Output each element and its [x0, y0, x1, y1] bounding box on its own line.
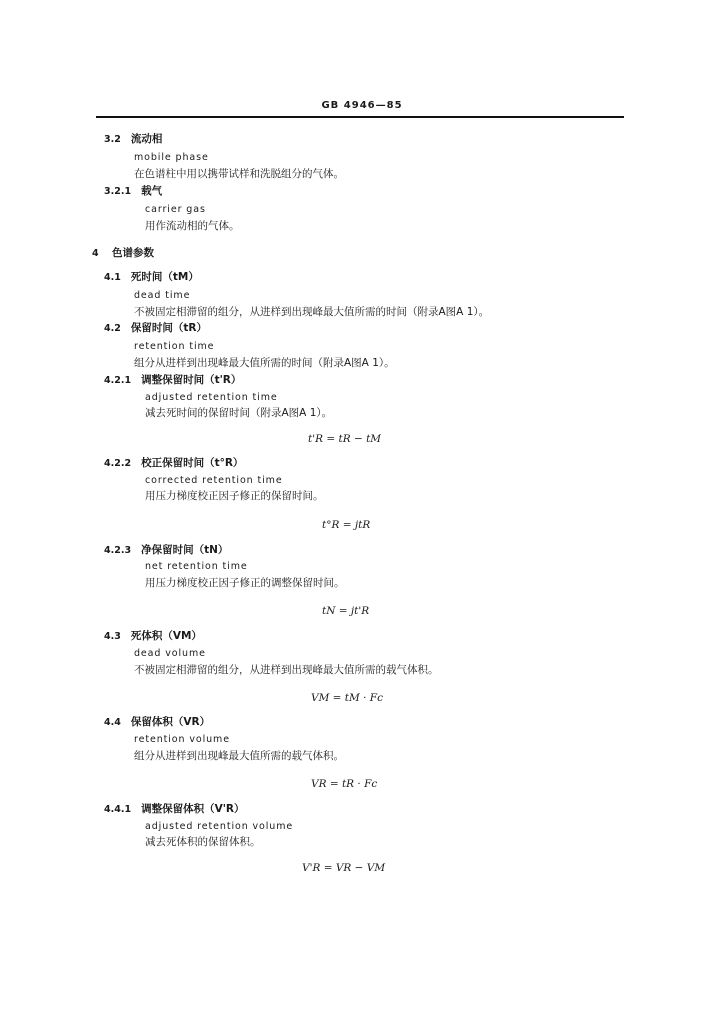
section-definition: 不被固定相滞留的组分，从进样到出现峰最大值所需的载气体积。	[134, 664, 439, 676]
section-definition: 不被固定相滞留的组分，从进样到出现峰最大值所需的时间（附录A图A 1）。	[134, 306, 490, 318]
section-3-2-heading	[104, 133, 162, 146]
section-english-term: dead time	[134, 290, 191, 301]
section-4-2-1-heading	[104, 374, 241, 387]
formula: VR = tR · Fc	[311, 778, 378, 790]
section-title: 载气	[141, 185, 163, 197]
section-4-2-3-heading	[104, 544, 228, 557]
section-title: 死体积（VM）	[130, 630, 202, 642]
section-english-term: mobile phase	[134, 152, 209, 163]
section-definition: 用压力梯度校正因子修正的调整保留时间。	[145, 577, 345, 589]
section-definition: 用压力梯度校正因子修正的保留时间。	[145, 490, 324, 502]
section-title: 保留时间（tR）	[130, 322, 207, 334]
section-number: 4.2.2	[104, 458, 132, 469]
section-number: 3.2.1	[104, 186, 132, 197]
section-english-term: net retention time	[145, 561, 248, 572]
section-number: 4.2.1	[104, 375, 132, 386]
section-english-term: dead volume	[134, 648, 206, 659]
section-definition: 减去死时间的保留时间（附录A图A 1）。	[145, 407, 333, 419]
section-number: 4	[92, 248, 99, 259]
formula: V'R = VR − VM	[302, 862, 386, 874]
section-title: 流动相	[130, 133, 163, 145]
section-definition: 组分从进样到出现峰最大值所需的时间（附录A图A 1）。	[134, 357, 395, 369]
section-number: 4.2.3	[104, 545, 132, 556]
section-4-4-heading	[104, 716, 210, 729]
section-definition: 组分从进样到出现峰最大值所需的载气体积。	[134, 750, 344, 762]
section-title: 校正保留时间（t°R）	[141, 457, 244, 469]
section-number: 3.2	[104, 134, 121, 145]
formula: t°R = jtR	[322, 519, 371, 531]
header-rule	[96, 116, 624, 118]
section-number: 4.2	[104, 323, 121, 334]
section-title: 色谱参数	[111, 247, 154, 259]
section-4-2-2-heading	[104, 457, 243, 470]
section-definition: 用作流动相的气体。	[145, 220, 240, 232]
section-definition: 减去死体积的保留体积。	[145, 836, 261, 848]
section-english-term: adjusted retention time	[145, 392, 278, 403]
section-title: 净保留时间（tN）	[141, 544, 229, 556]
section-title: 调整保留体积（V'R）	[141, 803, 245, 815]
section-4-1-heading	[104, 271, 199, 284]
formula: t'R = tR − tM	[308, 433, 382, 445]
section-title: 保留体积（VR）	[130, 716, 211, 728]
section-number: 4.1	[104, 272, 121, 283]
section-number: 4.3	[104, 631, 121, 642]
section-english-term: adjusted retention volume	[145, 821, 294, 832]
formula: VM = tM · Fc	[311, 692, 383, 704]
section-3-2-1-heading	[104, 185, 162, 198]
section-english-term: retention volume	[134, 734, 230, 745]
section-number: 4.4.1	[104, 804, 132, 815]
section-english-term: corrected retention time	[145, 475, 283, 486]
section-4-4-1-heading	[104, 803, 245, 816]
section-number: 4.4	[104, 717, 121, 728]
formula: tN = jt'R	[322, 605, 370, 617]
section-english-term: carrier gas	[145, 204, 206, 215]
section-english-term: retention time	[134, 341, 215, 352]
section-title: 死时间（tM）	[130, 271, 199, 283]
page-header-standard-id: GB 4946—85	[321, 100, 403, 111]
section-4-2-heading	[104, 322, 207, 335]
section-4-heading	[92, 247, 154, 260]
section-title: 调整保留时间（t'R）	[141, 374, 242, 386]
section-definition: 在色谱柱中用以携带试样和洗脱组分的气体。	[134, 168, 344, 180]
section-4-3-heading	[104, 630, 202, 643]
